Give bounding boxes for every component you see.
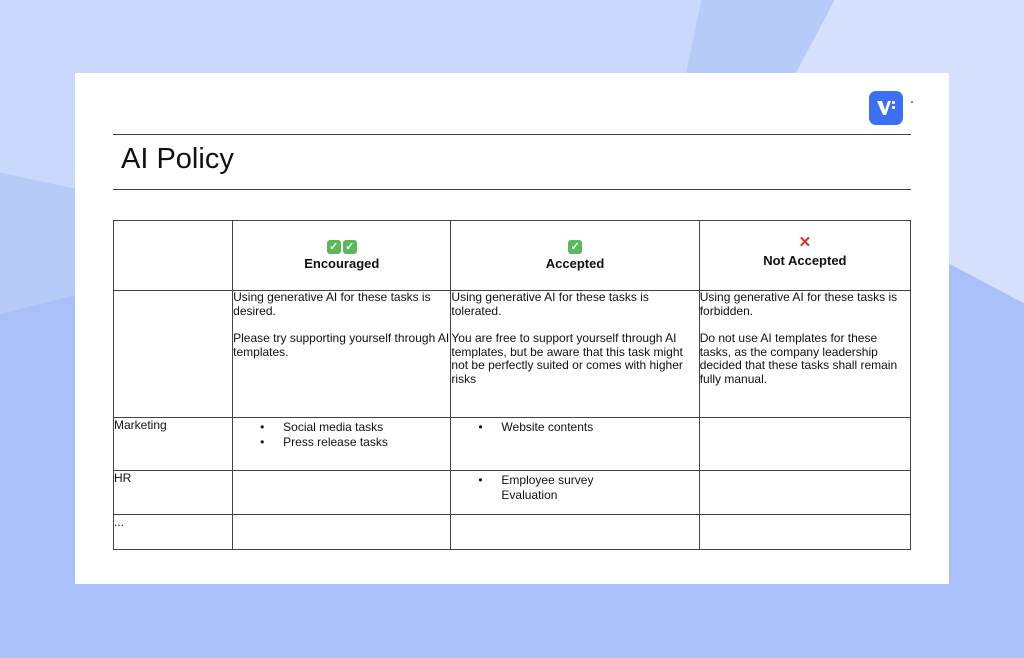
header-empty-cell: [114, 221, 233, 291]
table-header-row: [114, 221, 911, 291]
task-cell: [233, 471, 451, 515]
task-cell: [699, 471, 910, 515]
description-cell: [699, 291, 910, 418]
cross-icon: ✕: [798, 234, 812, 251]
description-text: Using generative AI for these tasks is desired.: [233, 290, 431, 318]
table-row: [114, 515, 911, 550]
logo-dot: [911, 101, 913, 103]
document-card: [75, 73, 949, 584]
header-label: Not Accepted: [763, 253, 847, 268]
description-text: Using generative AI for these tasks is tolerated.: [451, 290, 649, 318]
description-row: [114, 291, 911, 418]
task-cell: [451, 515, 699, 550]
task-item: • Employee survey Evaluation: [451, 473, 621, 503]
task-cell: [451, 471, 699, 515]
task-cell: [233, 515, 451, 550]
divider-bottom: [113, 189, 911, 190]
divider-top: [113, 134, 911, 135]
description-text: You are free to support yourself through AI templates, but be aware that this task might not be perfectly suited or comes with higher risks: [451, 331, 683, 386]
row-label: Marketing: [114, 418, 233, 471]
brand-logo-icon: [869, 91, 903, 125]
task-item: • Website contents: [451, 420, 698, 435]
check-icon: ✓: [451, 238, 698, 254]
table-row: [114, 471, 911, 515]
description-cell: [451, 291, 699, 418]
task-cell: [699, 515, 910, 550]
page-title: AI Policy: [121, 143, 234, 175]
description-text: Please try supporting yourself through AI templates.: [233, 331, 450, 359]
task-cell: [451, 418, 699, 471]
header-label: Accepted: [545, 256, 605, 271]
description-text: Using generative AI for these tasks is forbidden.: [699, 290, 898, 318]
policy-table: [113, 220, 911, 550]
header-encouraged: [233, 221, 451, 291]
description-text: Do not use AI templates for these tasks, as the company leadership decided that these tasks shall remain fully manual.: [699, 331, 898, 386]
task-list: [451, 471, 698, 503]
header-accepted: [451, 221, 699, 291]
row-label-cell: [114, 291, 233, 418]
task-cell: [233, 418, 451, 471]
task-item: • Social media tasks: [233, 420, 450, 435]
header-label: Encouraged: [304, 256, 380, 271]
row-label: HR: [114, 471, 233, 515]
header-not-accepted: [699, 221, 910, 291]
task-item: • Press release tasks: [233, 435, 450, 450]
logo-v-icon: [875, 98, 897, 118]
double-check-icon: ✓ ✓: [233, 238, 450, 254]
task-cell: [699, 418, 910, 471]
description-cell: [233, 291, 451, 418]
table-row: [114, 418, 911, 471]
row-label: ...: [114, 515, 233, 550]
task-list: [233, 418, 450, 450]
task-list: [451, 418, 698, 435]
